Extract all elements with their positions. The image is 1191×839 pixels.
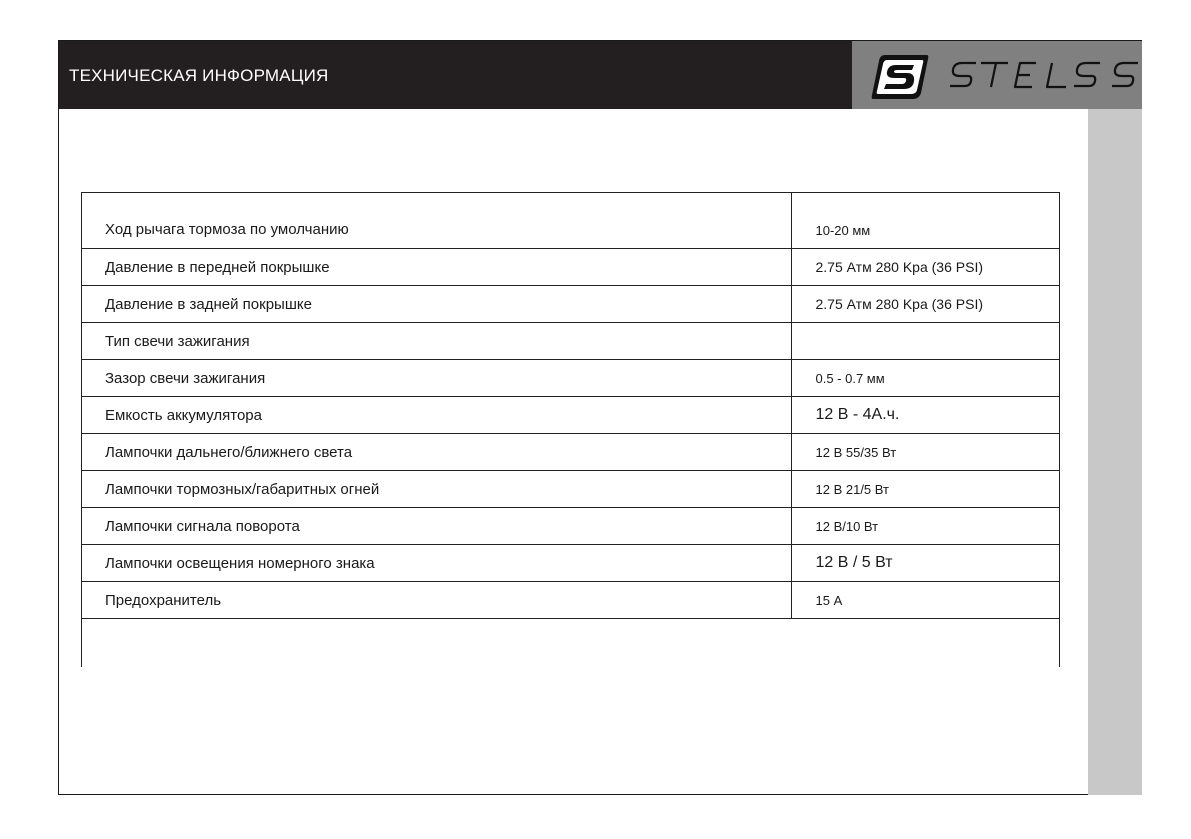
table-row [81,582,1060,619]
spec-param: Емкость аккумулятора [81,397,791,434]
spec-value: 2.75 Атм 280 Kpa (36 PSI) [791,249,1060,286]
side-strip [1088,109,1142,795]
spec-value: 12 В / 5 Вт [791,545,1060,582]
table-row [81,471,1060,508]
spec-value: 12 В 21/5 Вт [791,471,1060,508]
table-right-border [1059,192,1060,667]
spec-table [81,192,1060,619]
spec-param: Давление в задней покрышке [81,286,791,323]
table-row [81,545,1060,582]
table-row [81,360,1060,397]
table-row [81,434,1060,471]
spec-value: 15 А [791,582,1060,619]
spec-value: 2.75 Атм 280 Kpa (36 PSI) [791,286,1060,323]
table-left-border [81,192,82,667]
table-row [81,193,1060,249]
table-row [81,323,1060,360]
spec-value: 12 В/10 Вт [791,508,1060,545]
spec-param: Лампочки освещения номерного знака [81,545,791,582]
spec-value: 0.5 - 0.7 мм [791,360,1060,397]
spec-param: Лампочки тормозных/габаритных огней [81,471,791,508]
page-title: ТЕХНИЧЕСКАЯ ИНФОРМАЦИЯ [69,66,329,85]
stels-wordmark [948,55,1142,95]
spec-param: Тип свечи зажигания [81,323,791,360]
spec-param: Ход рычага тормоза по умолчанию [81,193,791,249]
spec-param: Зазор свечи зажигания [81,360,791,397]
table-row [81,286,1060,323]
header-bar [59,41,852,109]
table-row [81,397,1060,434]
table-row [81,249,1060,286]
brand-logo-area [852,41,1142,109]
spec-value: 10-20 мм [791,193,1060,249]
document-page [58,40,1142,795]
spec-param: Лампочки дальнего/ближнего света [81,434,791,471]
spec-value [791,323,1060,360]
spec-value: 12 В - 4А.ч. [791,397,1060,434]
spec-value: 12 В 55/35 Вт [791,434,1060,471]
table-row [81,508,1060,545]
stels-badge-icon [869,49,931,105]
spec-param: Давление в передней покрышке [81,249,791,286]
spec-param: Предохранитель [81,582,791,619]
spec-param: Лампочки сигнала поворота [81,508,791,545]
